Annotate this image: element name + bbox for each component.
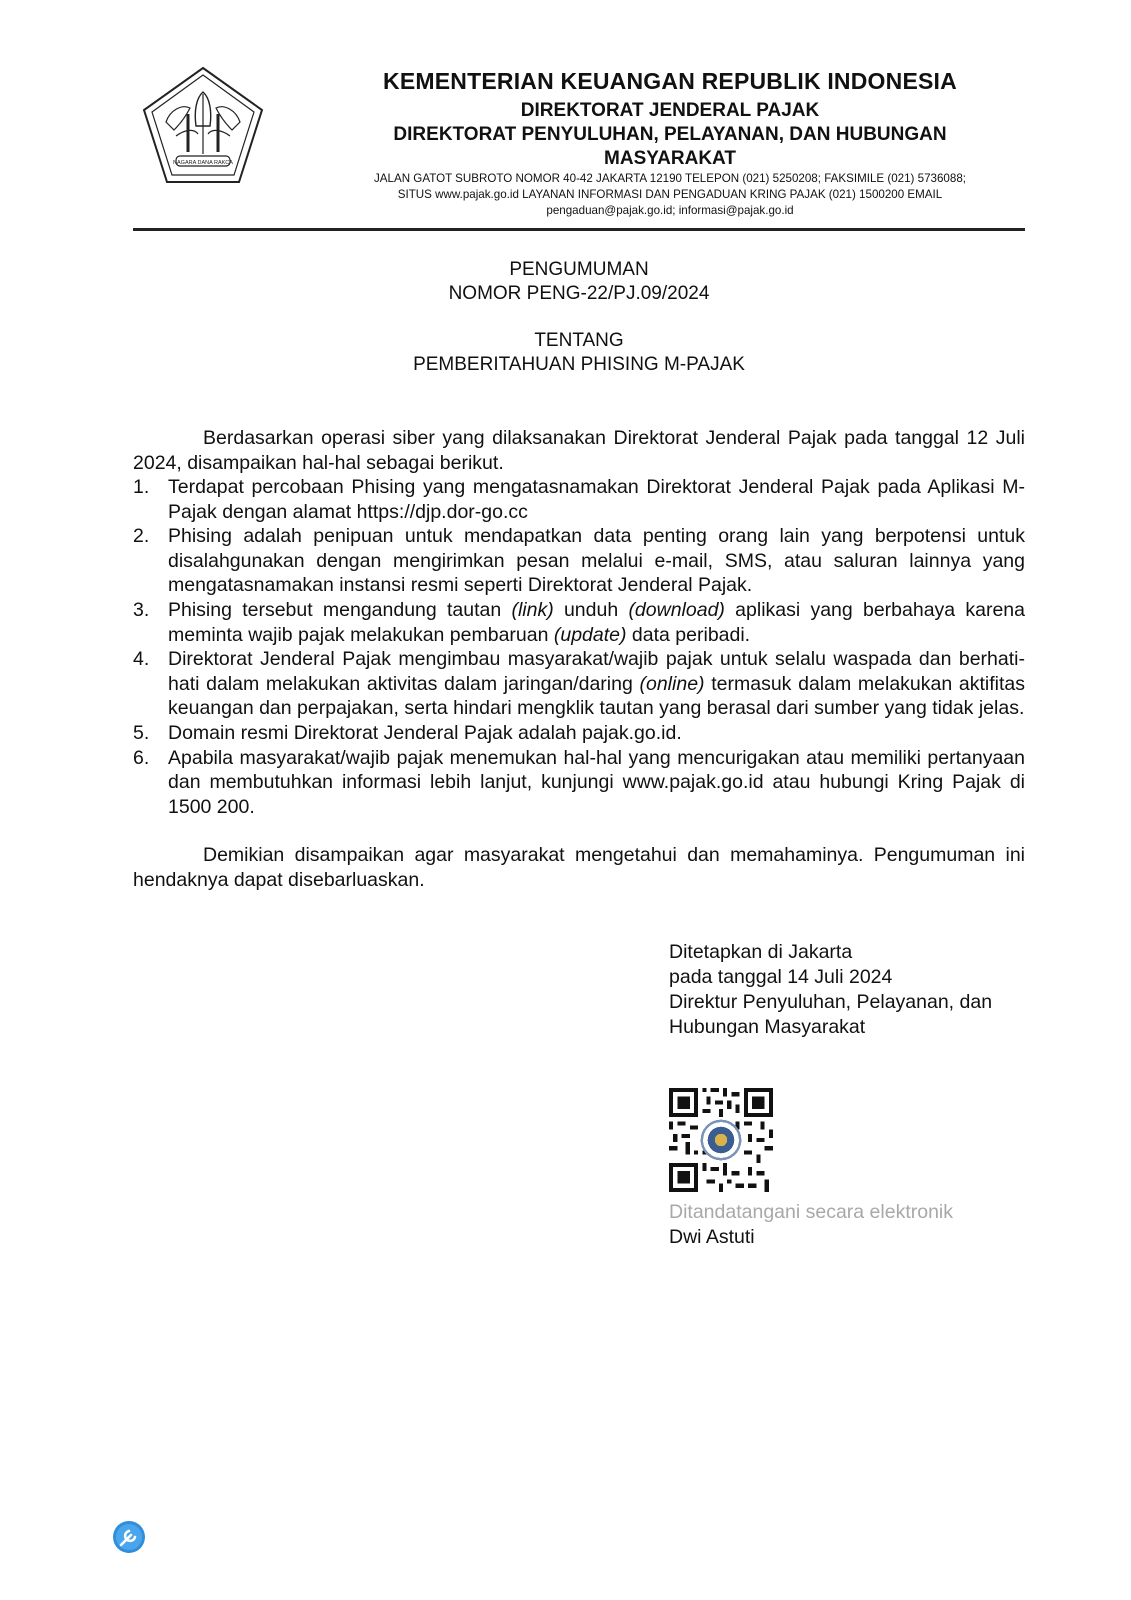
electronic-signature-note: Ditandatangani secara elektronik [669,1201,954,1223]
list-number: 6. [133,746,150,769]
signature-date: pada tanggal 14 Juli 2024 [669,966,893,988]
list-number: 4. [133,648,150,671]
list-text: Phising adalah penipuan untuk mendapatkan data penting orang lain yang berpotensi untuk disalahgunakan dengan mengirimkan pesan melalui e-mail, SMS, atau saluran lainnya yang mengatasnamakan instansi resmi seperti Direktorat Jenderal Pajak. [168,525,1025,597]
list-item [133,475,1025,524]
list-text: Domain resmi Direktorat Jenderal Pajak adalah pajak.go.id. [168,721,682,744]
list-item [133,647,1025,721]
list-number: 5. [133,721,150,744]
directorate-line-1: DIREKTORAT PENYULUHAN, PELAYANAN, DAN HUBUNGAN [393,124,947,145]
signature-place: Ditetapkan di Jakarta [669,941,853,963]
qr-code-icon [669,1088,773,1192]
list-text: Apabila masyarakat/wajib pajak menemukan hal-hal yang mencurigakan atau memiliki pertanyaan dan membutuhkan informasi lebih lanjut, kunjungi www.pajak.go.id atau hubungi Kring Pajak di 1500 200. [168,746,1025,818]
svg-text:NAGARA DANA RAKCA: NAGARA DANA RAKCA [173,160,233,166]
ministry-name: KEMENTERIAN KEUANGAN REPUBLIK INDONESIA [383,68,957,94]
list-number: 2. [133,525,150,548]
list-text: Direktorat Jenderal Pajak mengimbau masyarakat/wajib pajak untuk selalu waspada dan berhati-hati dalam melakukan aktivitas dalam jaringan/daring (online) termasuk dalam melakukan aktifitas keuangan dan perpajakan, serta hindari mengklik tautan yang berasal dari sumber yang tidak jelas. [168,648,1025,720]
document-subject: PEMBERITAHUAN PHISING M-PAJAK [413,354,745,375]
directorate-general: DIREKTORAT JENDERAL PAJAK [520,100,820,121]
directorate-line-2: MASYARAKAT [604,148,736,169]
list-text: Phising tersebut mengandung tautan (link) unduh (download) aplikasi yang berbahaya karena meminta wajib pajak melakukan pembaruan (update) data peribadi. [168,598,1025,646]
intro-paragraph: Berdasarkan operasi siber yang dilaksanakan Direktorat Jenderal Pajak pada tanggal 12 Juli 2024, disampaikan hal-hal sebagai berikut. [133,427,1025,474]
signatory-position-line-2: Hubungan Masyarakat [669,1016,866,1038]
list-item [133,746,1025,820]
list-number: 3. [133,598,150,621]
letterhead-divider [133,228,1025,231]
list-number: 1. [133,476,150,498]
document-number: NOMOR PENG-22/PJ.09/2024 [448,283,710,304]
list-text: Terdapat percobaan Phising yang mengatasnamakan Direktorat Jenderal Pajak pada Aplikasi M-Pajak dengan alamat https://djp.dor-go.cc [168,476,1025,523]
address-line-3: pengaduan@pajak.go.id; informasi@pajak.go.id [546,204,794,217]
closing-paragraph: Demikian disampaikan agar masyarakat mengetahui dan memahaminya. Pengumuman ini hendaknya dapat disebarluaskan. [133,844,1025,891]
announcement-list [133,475,1025,819]
list-item [133,721,1025,746]
document-type: PENGUMUMAN [509,259,649,280]
signatory-name: Dwi Astuti [669,1226,755,1248]
signatory-position-line-1: Direktur Penyuluhan, Pelayanan, dan [669,991,993,1013]
document-about: TENTANG [534,330,624,351]
list-item [133,524,1025,598]
address-line-1: JALAN GATOT SUBROTO NOMOR 40-42 JAKARTA 12190 TELEPON (021) 5250208; FAKSIMILE (021) 5736088; [374,172,966,185]
letterhead-address [300,171,1040,219]
list-item [133,598,1025,647]
garuda-emblem-icon [140,64,266,188]
blue-tool-badge-icon[interactable] [112,1520,146,1554]
address-line-2: SITUS www.pajak.go.id LAYANAN INFORMASI DAN PENGADUAN KRING PAJAK (021) 1500200 EMAIL [397,188,943,201]
